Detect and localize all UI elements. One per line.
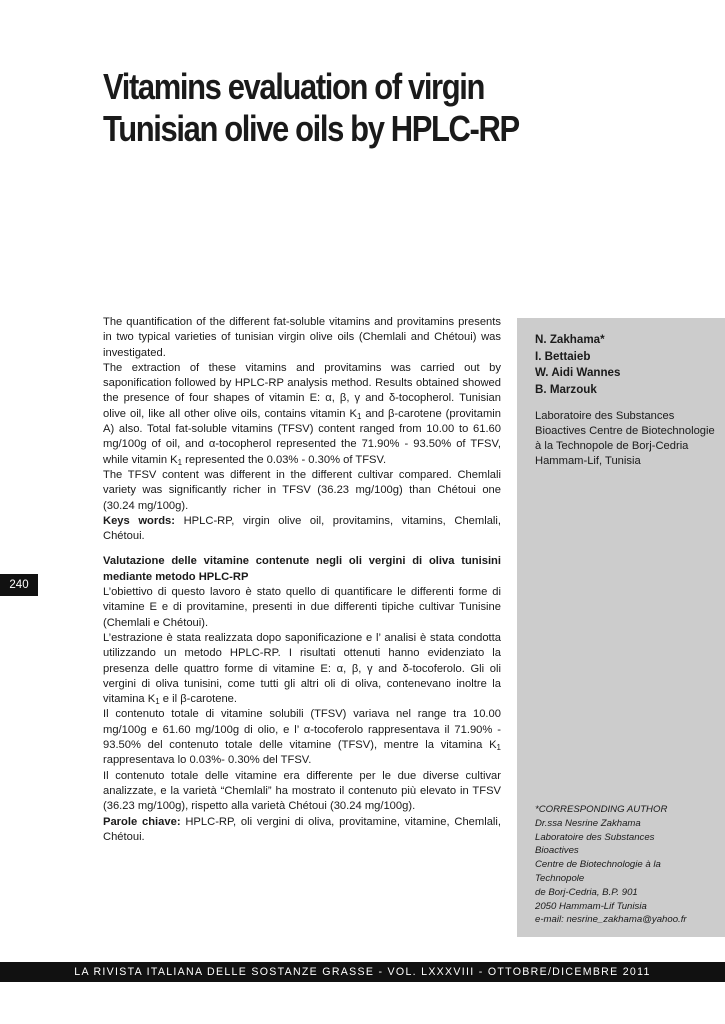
abstract-it-p2-a: L’estrazione è stata realizzata dopo saponificazione e l’ analisi è stata condotta utilizzando un metodo HPLC-RP. I risultati ottenuti hanno evidenziato la presenza delle quattro forme di vitamine E: α, β, γ and δ-tocoferolo. Gli oli vergini di oliva tunisini, come tutti gli altri oli di oliva, contenevano inoltre la vitamina K bbox=[103, 631, 501, 706]
page-number: 240 bbox=[0, 574, 38, 596]
vitamin-k-subscript: 1 bbox=[356, 411, 362, 421]
author-list bbox=[535, 332, 620, 398]
corresponding-line: Dr.ssa Nesrine Zakhama bbox=[535, 817, 641, 829]
corresponding-line: Centre de Biotechnologie à la bbox=[535, 859, 661, 871]
abstract-it-p3 bbox=[103, 707, 501, 768]
vitamin-k-subscript: 1 bbox=[177, 457, 183, 467]
abstract-it-p4: Il contenuto totale delle vitamine era differente per le due diverse cultivar analizzate, e la varietà “Chemlali” ha mostrato il contenuto più elevato in TFSV (36.23 mg/100g), rispetto alla varietà Chétoui (30.24 mg/100g). bbox=[103, 769, 501, 813]
corresponding-line: de Borj-Cedria, B.P. 901 bbox=[535, 886, 638, 898]
author-name: I. Bettaieb bbox=[535, 349, 591, 363]
keywords-it-text: HPLC-RP, oli vergini di oliva, provitamine, vitamine, Chemlali, Chétoui. bbox=[103, 815, 501, 843]
corresponding-line: *CORRESPONDING AUTHOR bbox=[535, 804, 668, 815]
abstract-it-p3-a: Il contenuto totale di vitamine solubili (TFSV) variava nel range tra 10.00 mg/100g e 61.60 mg/100g di olio, e l’ α-tocoferolo rappresentava il 71.90% - 93.50% del contenuto totale delle vitamine (TFSV), mentre la vitamina K bbox=[103, 708, 501, 752]
keywords-en-label: Keys words: bbox=[103, 514, 176, 527]
keywords-it-label: Parole chiave: bbox=[103, 815, 181, 828]
corresponding-line: Bioactives bbox=[535, 845, 579, 857]
abstract-en-p1: The quantification of the different fat-soluble vitamins and provitamins presents in two typical varieties of tunisian virgin olive oils (Chemlali and Chétoui) was investigated. bbox=[103, 316, 501, 359]
abstract-column bbox=[103, 315, 501, 845]
author-name: B. Marzouk bbox=[535, 382, 597, 396]
keywords-en bbox=[103, 514, 501, 545]
author-name: N. Zakhama* bbox=[535, 333, 605, 346]
abstract-it-p2-b: e il β-carotene. bbox=[159, 693, 238, 706]
keywords-en-text: HPLC-RP, virgin olive oil, provitamins, vitamins, Chemlali, Chétoui. bbox=[103, 514, 502, 543]
article-title bbox=[103, 66, 550, 150]
journal-footer: LA RIVISTA ITALIANA DELLE SOSTANZE GRASSE - VOL. LXXXVIII - OTTOBRE/DICEMBRE 2011 bbox=[0, 962, 725, 982]
corresponding-email: e-mail: nesrine_zakhama@yahoo.fr bbox=[535, 914, 687, 926]
corresponding-line: 2050 Hammam-Lif Tunisia bbox=[535, 900, 647, 912]
author-name: W. Aidi Wannes bbox=[535, 366, 621, 379]
corresponding-line: Laboratoire des Substances bbox=[535, 831, 655, 843]
corresponding-author-block bbox=[535, 803, 720, 927]
keywords-it bbox=[103, 815, 501, 846]
vitamin-k-subscript: 1 bbox=[496, 743, 501, 753]
title-line-1: Vitamins evaluation of virgin bbox=[103, 66, 485, 107]
title-line-2: Tunisian olive oils by HPLC-RP bbox=[103, 108, 519, 149]
abstract-en-p2-a: The extraction of these vitamins and provitamins was carried out by saponification followed by HPLC-RP analysis method. Results obtained showed the presence of four shapes of vitamin E: α, β, γ and δ-tocopherol. Tunisian olive oil, like all other olive oils, contains vitamin K bbox=[103, 361, 501, 420]
abstract-en-p2 bbox=[103, 361, 501, 468]
vitamin-k-subscript: 1 bbox=[155, 697, 160, 707]
abstract-it-p3-b: rappresentava lo 0.03%- 0.30% del TFSV. bbox=[103, 754, 312, 767]
abstract-en-p2-c: represented the 0.03% - 0.30% of TFSV. bbox=[182, 453, 387, 466]
author-sidebar bbox=[517, 318, 725, 937]
abstract-it-p2 bbox=[103, 631, 501, 707]
abstract-it-p1: L’obiettivo di questo lavoro è stato quello di quantificare le differenti forme di vitamine E e di provitamine, presenti in due differenti tipiche cultivar Tunisine (Chemlali e Chétoui). bbox=[103, 586, 501, 629]
corresponding-line: Technopole bbox=[535, 872, 585, 884]
italian-abstract-title: Valutazione delle vitamine contenute negli oli vergini di oliva tunisini mediante metodo HPLC-RP bbox=[103, 555, 501, 583]
affiliation: Laboratoire des Substances Bioactives Centre de Biotechnologie à la Technopole de Borj-Cedria Hammam-Lif, Tunisia bbox=[535, 410, 715, 467]
abstract-en-p3: The TFSV content was different in the different cultivar compared. Chemlali variety was significantly richer in TFSV (36.23 mg/100g) than Chétoui one (30.24 mg/100g). bbox=[103, 468, 501, 512]
abstract-en-p2-b: and β-carotene (provitamin A) also. Total fat-soluble vitamins (TFSV) content ranged from 10.00 to 61.60 mg/100g of oil, and α-tocopherol represented the 71.90% - 93.50% of TFSV, while vitamin K bbox=[103, 407, 501, 466]
